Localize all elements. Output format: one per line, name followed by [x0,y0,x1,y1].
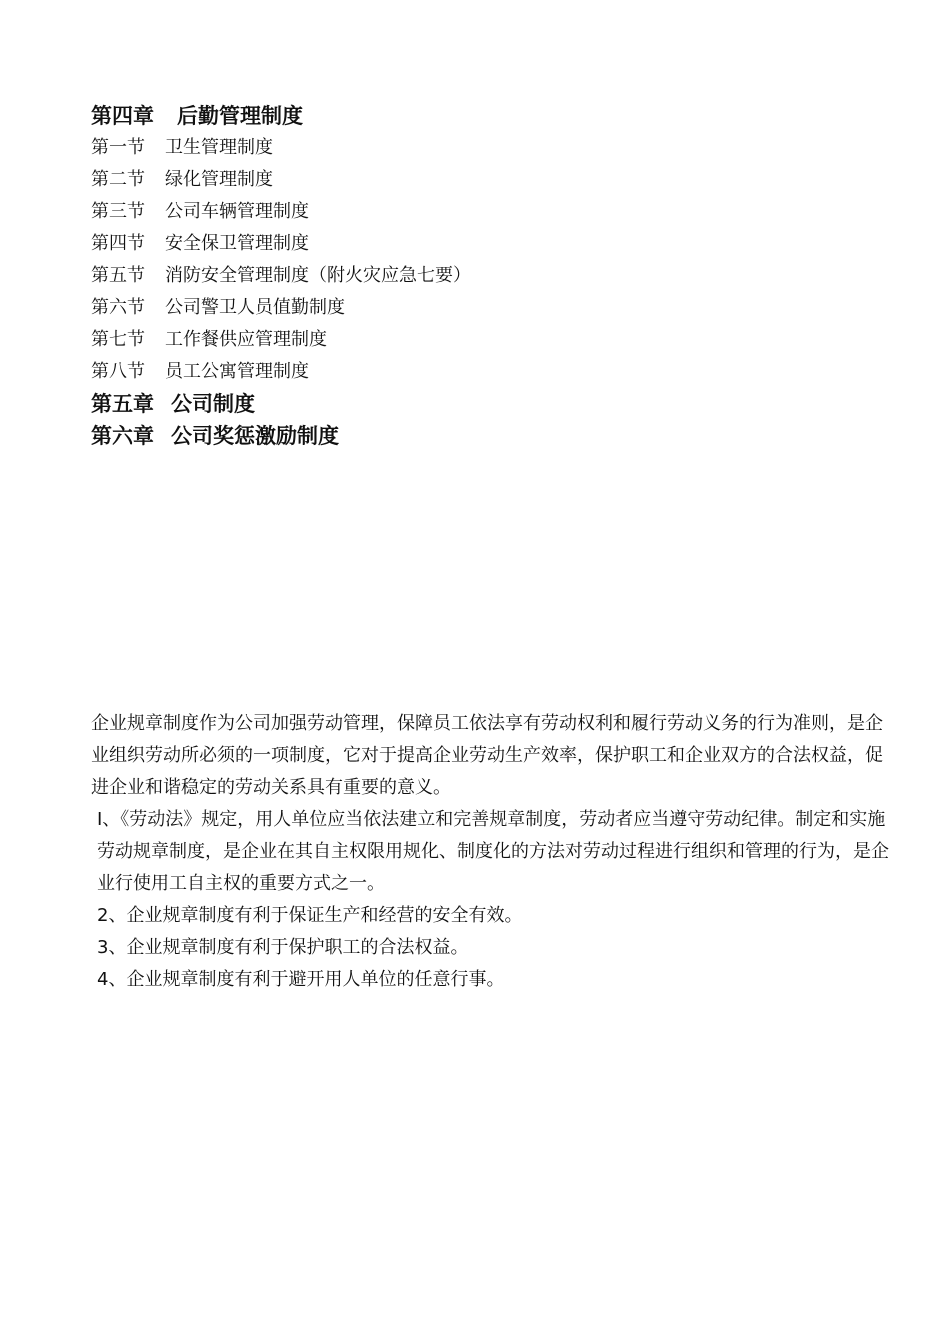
toc-section-7 [91,324,871,356]
section-title: 工作餐供应管理制度 [165,329,327,350]
section-title: 消防安全管理制度（附火灾应急七要） [165,265,471,286]
toc-section-3 [91,196,871,228]
table-of-contents [91,100,871,452]
toc-section-5 [91,260,871,292]
section-title: 员工公寓管理制度 [165,361,309,382]
section-number: 第四节 [91,233,145,254]
chapter-number: 第六章 [91,424,154,448]
section-title: 卫生管理制度 [165,137,273,158]
chapter-heading-6 [91,420,871,452]
section-number: 第八节 [91,361,145,382]
section-number: 第六节 [91,297,145,318]
section-number: 第五节 [91,265,145,286]
toc-section-2 [91,164,871,196]
section-number: 第一节 [91,137,145,158]
section-title: 公司车辆管理制度 [165,201,309,222]
chapter-title: 公司制度 [171,392,255,416]
section-title: 安全保卫管理制度 [165,233,309,254]
section-title: 公司警卫人员值勤制度 [165,297,345,318]
chapter-heading-5 [91,388,871,420]
toc-section-6 [91,292,871,324]
toc-section-1 [91,132,871,164]
chapter-title: 公司奖惩激励制度 [171,424,339,448]
list-item-2: 2、企业规章制度有利于保证生产和经营的安全有效。 [97,905,523,926]
toc-section-8 [91,356,871,388]
body-section [91,708,891,996]
section-number: 第三节 [91,201,145,222]
section-number: 第七节 [91,329,145,350]
chapter-title: 后勤管理制度 [177,104,303,128]
chapter-heading-4 [91,100,871,132]
chapter-number: 第五章 [91,392,154,416]
section-number: 第二节 [91,169,145,190]
chapter-number: 第四章 [91,104,154,128]
list-item-1: Ⅰ、《劳动法》规定，用人单位应当依法建立和完善规章制度，劳动者应当遵守劳动纪律。制定和实施劳动规章制度，是企业在其自主权限用规化、制度化的方法对劳动过程进行组织和管理的行为，是企业行使用工自主权的重要方式之一。 [97,809,889,894]
section-title: 绿化管理制度 [165,169,273,190]
list-item-4: 4、企业规章制度有利于避开用人单位的任意行事。 [97,969,505,990]
intro-paragraph: 企业规章制度作为公司加强劳动管理，保障员工依法享有劳动权利和履行劳动义务的行为准则，是企业组织劳动所必须的一项制度，它对于提高企业劳动生产效率，保护职工和企业双方的合法权益，促进企业和谐稳定的劳动关系具有重要的意义。 [91,713,883,798]
toc-section-4 [91,228,871,260]
list-item-3: 3、企业规章制度有利于保护职工的合法权益。 [97,937,469,958]
